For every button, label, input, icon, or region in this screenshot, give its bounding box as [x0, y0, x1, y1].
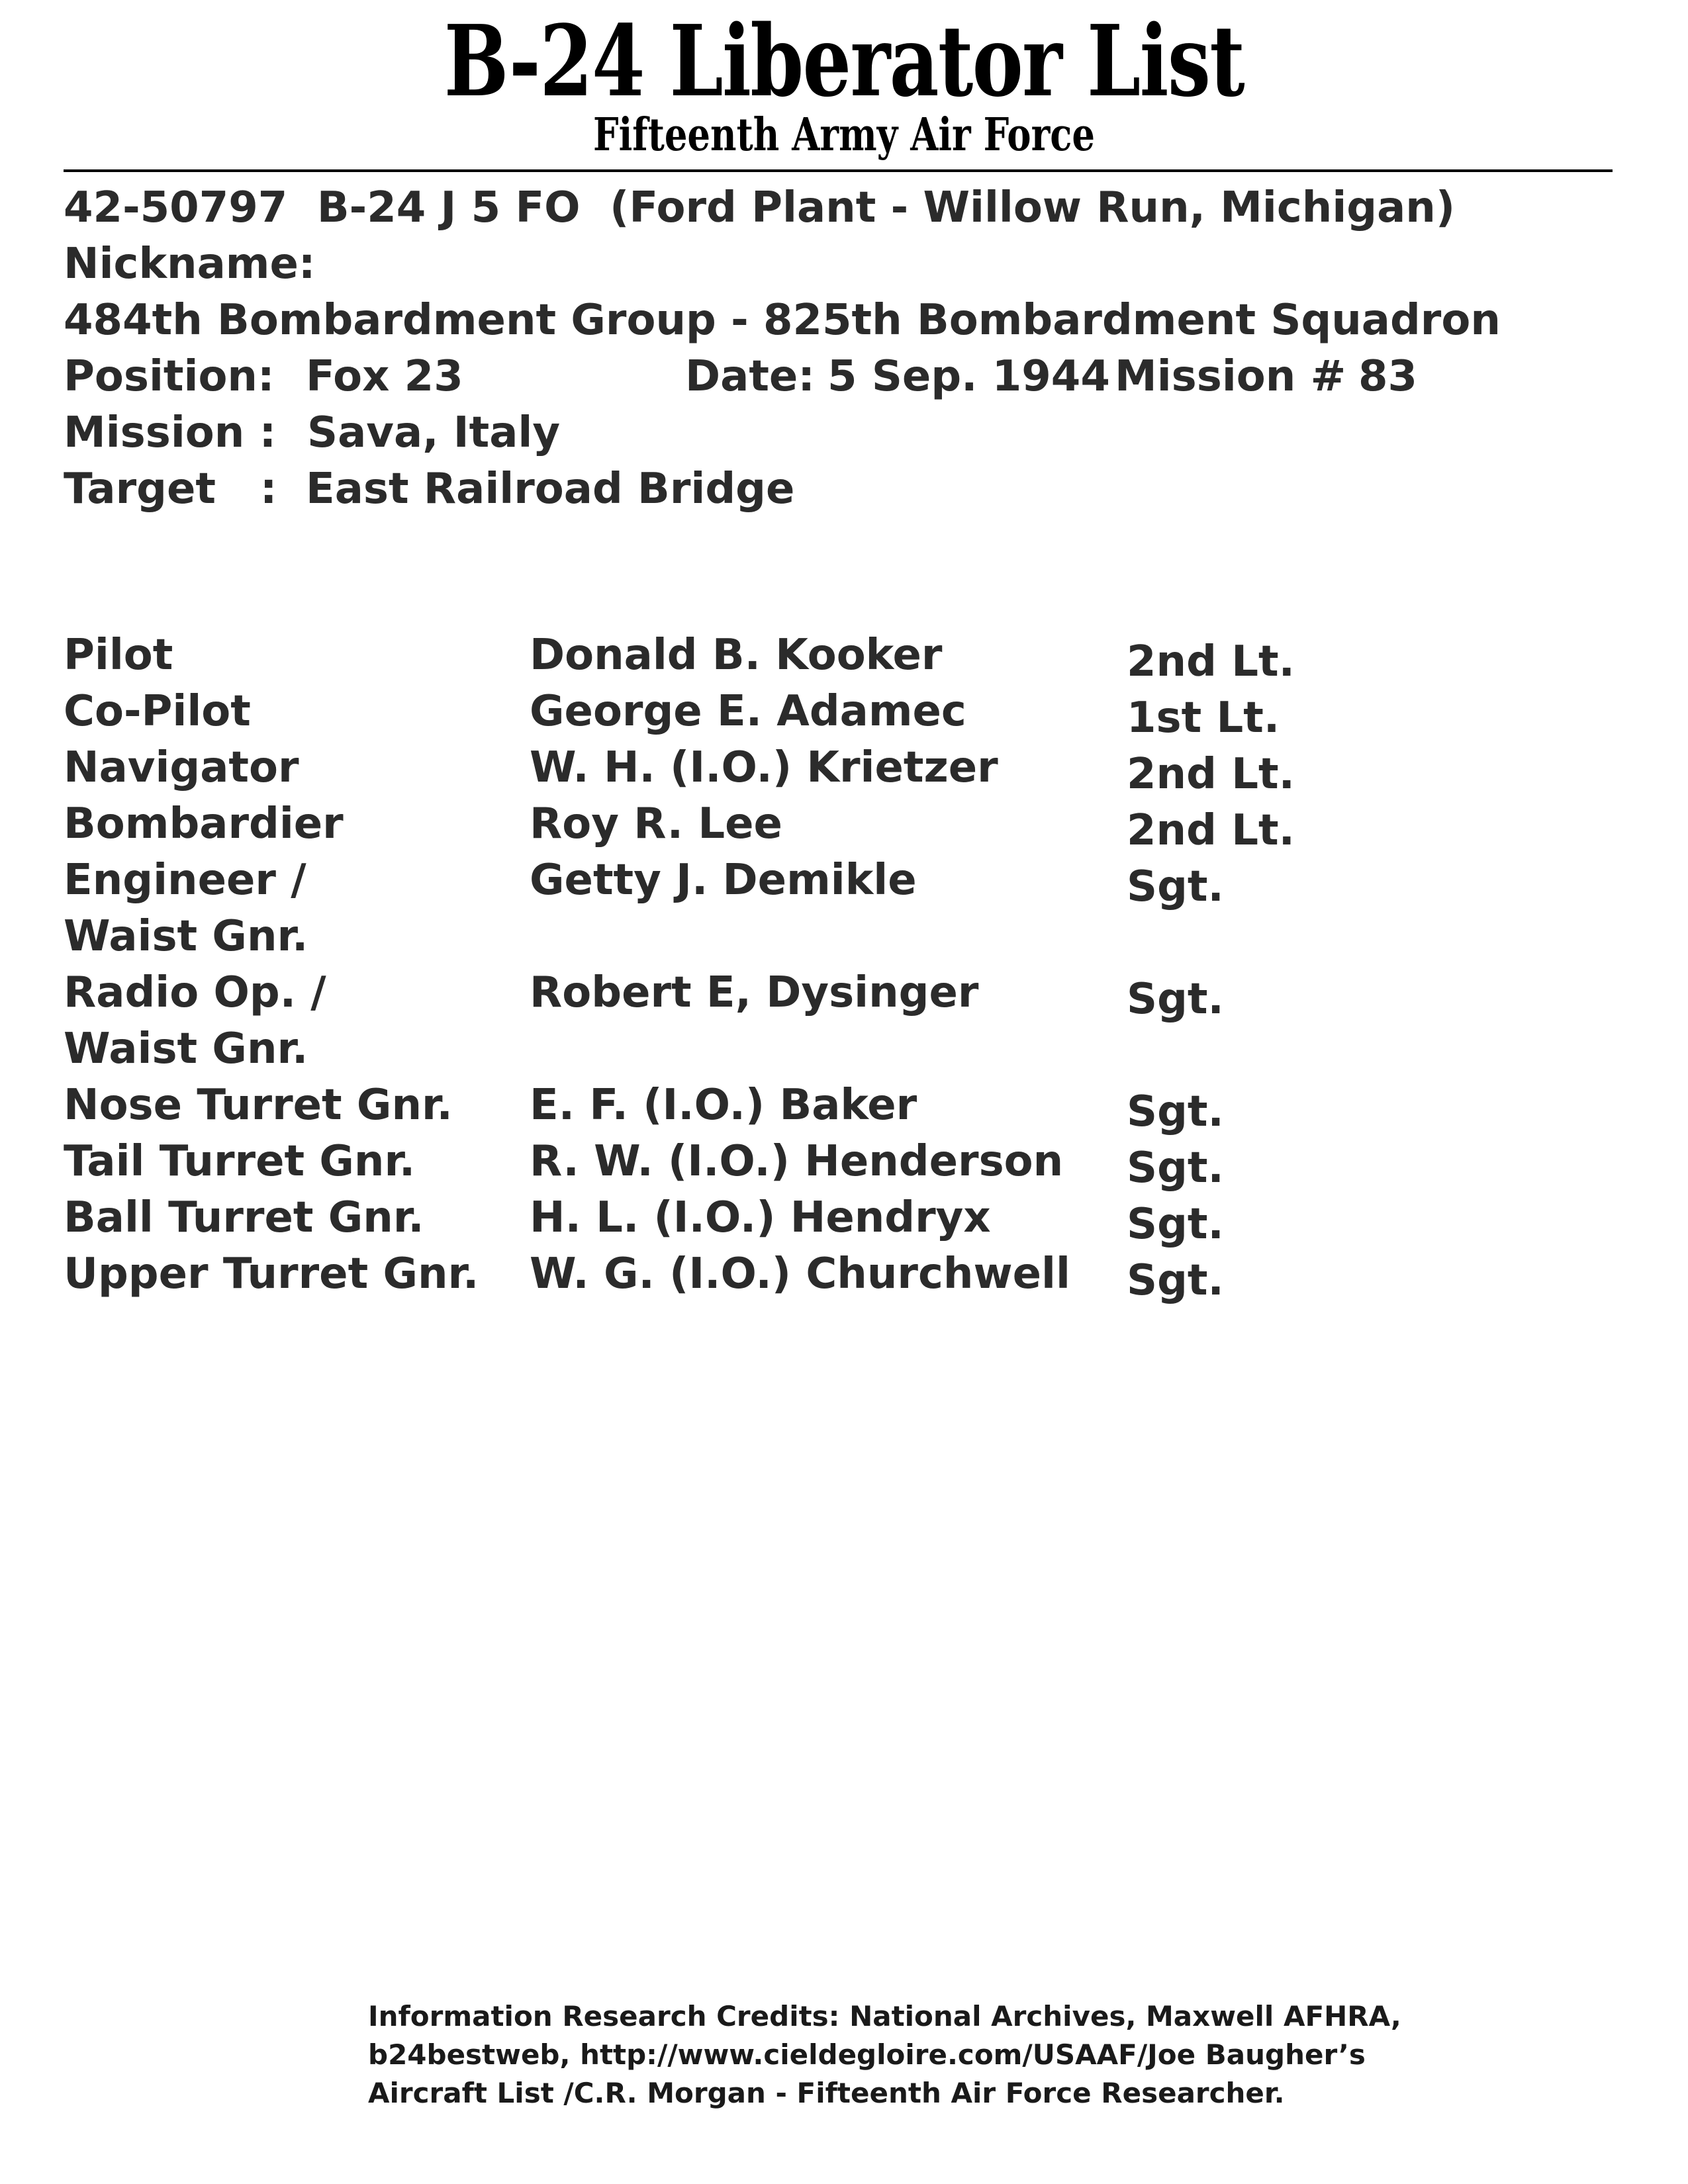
crew-rank: Sgt.	[1127, 1200, 1224, 1249]
crew-role: Bombardier	[64, 799, 344, 848]
research-credits	[368, 1997, 1401, 2113]
crew-role: Pilot	[64, 631, 173, 680]
crew-name: Roy R. Lee	[530, 799, 782, 848]
crew-rank: Sgt.	[1127, 1256, 1224, 1305]
credits-line: Aircraft List /C.R. Morgan - Fifteenth Air Force Researcher.	[368, 2077, 1285, 2109]
target-value: East Railroad Bridge	[306, 465, 795, 514]
mission-value: Sava, Italy	[307, 408, 561, 457]
crew-name: Robert E, Dysinger	[530, 968, 979, 1017]
crew-name: R. W. (I.O.) Henderson	[530, 1137, 1064, 1186]
date-value: 5 Sep. 1944	[827, 352, 1110, 401]
crew-name: E. F. (I.O.) Baker	[530, 1081, 917, 1130]
crew-rank: Sgt.	[1127, 975, 1224, 1024]
crew-role-continued: Waist Gnr.	[64, 912, 308, 961]
credits-line: Information Research Credits: National Archives, Maxwell AFHRA,	[368, 2000, 1401, 2032]
crew-role: Nose Turret Gnr.	[64, 1081, 453, 1130]
nickname-label: Nickname:	[64, 240, 316, 289]
crew-name: W. G. (I.O.) Churchwell	[530, 1250, 1070, 1298]
crew-role: Co-Pilot	[64, 687, 251, 736]
crew-rank: Sgt.	[1127, 862, 1224, 911]
mission-label: Mission :	[64, 408, 277, 457]
date-label: Date:	[685, 352, 815, 401]
crew-rank: 2nd Lt.	[1127, 750, 1295, 799]
position-value: Fox 23	[306, 352, 463, 401]
crew-name: H. L. (I.O.) Hendryx	[530, 1193, 991, 1242]
page-subtitle: Fifteenth Army Air Force	[593, 109, 1095, 161]
crew-name: Getty J. Demikle	[530, 856, 917, 905]
crew-rank: 1st Lt.	[1127, 694, 1280, 743]
crew-role: Engineer /	[64, 856, 306, 905]
crew-role: Upper Turret Gnr.	[64, 1250, 479, 1298]
crew-role: Tail Turret Gnr.	[64, 1137, 416, 1186]
crew-rank: Sgt.	[1127, 1144, 1224, 1193]
crew-role: Navigator	[64, 743, 299, 792]
crew-name: Donald B. Kooker	[530, 631, 943, 680]
group-squadron-line: 484th Bombardment Group - 825th Bombardment Squadron	[64, 296, 1501, 345]
target-label: Target :	[64, 465, 277, 514]
crew-role: Radio Op. /	[64, 968, 326, 1017]
mission-number-value: 83	[1358, 352, 1418, 401]
header-divider	[64, 169, 1613, 172]
crew-role: Ball Turret Gnr.	[64, 1193, 424, 1242]
aircraft-serial-line: 42-50797 B-24 J 5 FO (Ford Plant - Willow Run, Michigan)	[64, 183, 1456, 232]
crew-name: W. H. (I.O.) Krietzer	[530, 743, 998, 792]
crew-role-continued: Waist Gnr.	[64, 1024, 308, 1073]
mission-number-label: Mission #	[1115, 352, 1346, 401]
crew-rank: 2nd Lt.	[1127, 806, 1295, 855]
page-title: B-24 Liberator List	[444, 3, 1244, 118]
crew-rank: Sgt.	[1127, 1087, 1224, 1136]
credits-line: b24bestweb, http://www.cieldegloire.com/USAAF/Joe Baugher’s	[368, 2038, 1366, 2071]
crew-name: George E. Adamec	[530, 687, 966, 736]
position-label: Position:	[64, 352, 275, 401]
crew-rank: 2nd Lt.	[1127, 637, 1295, 686]
